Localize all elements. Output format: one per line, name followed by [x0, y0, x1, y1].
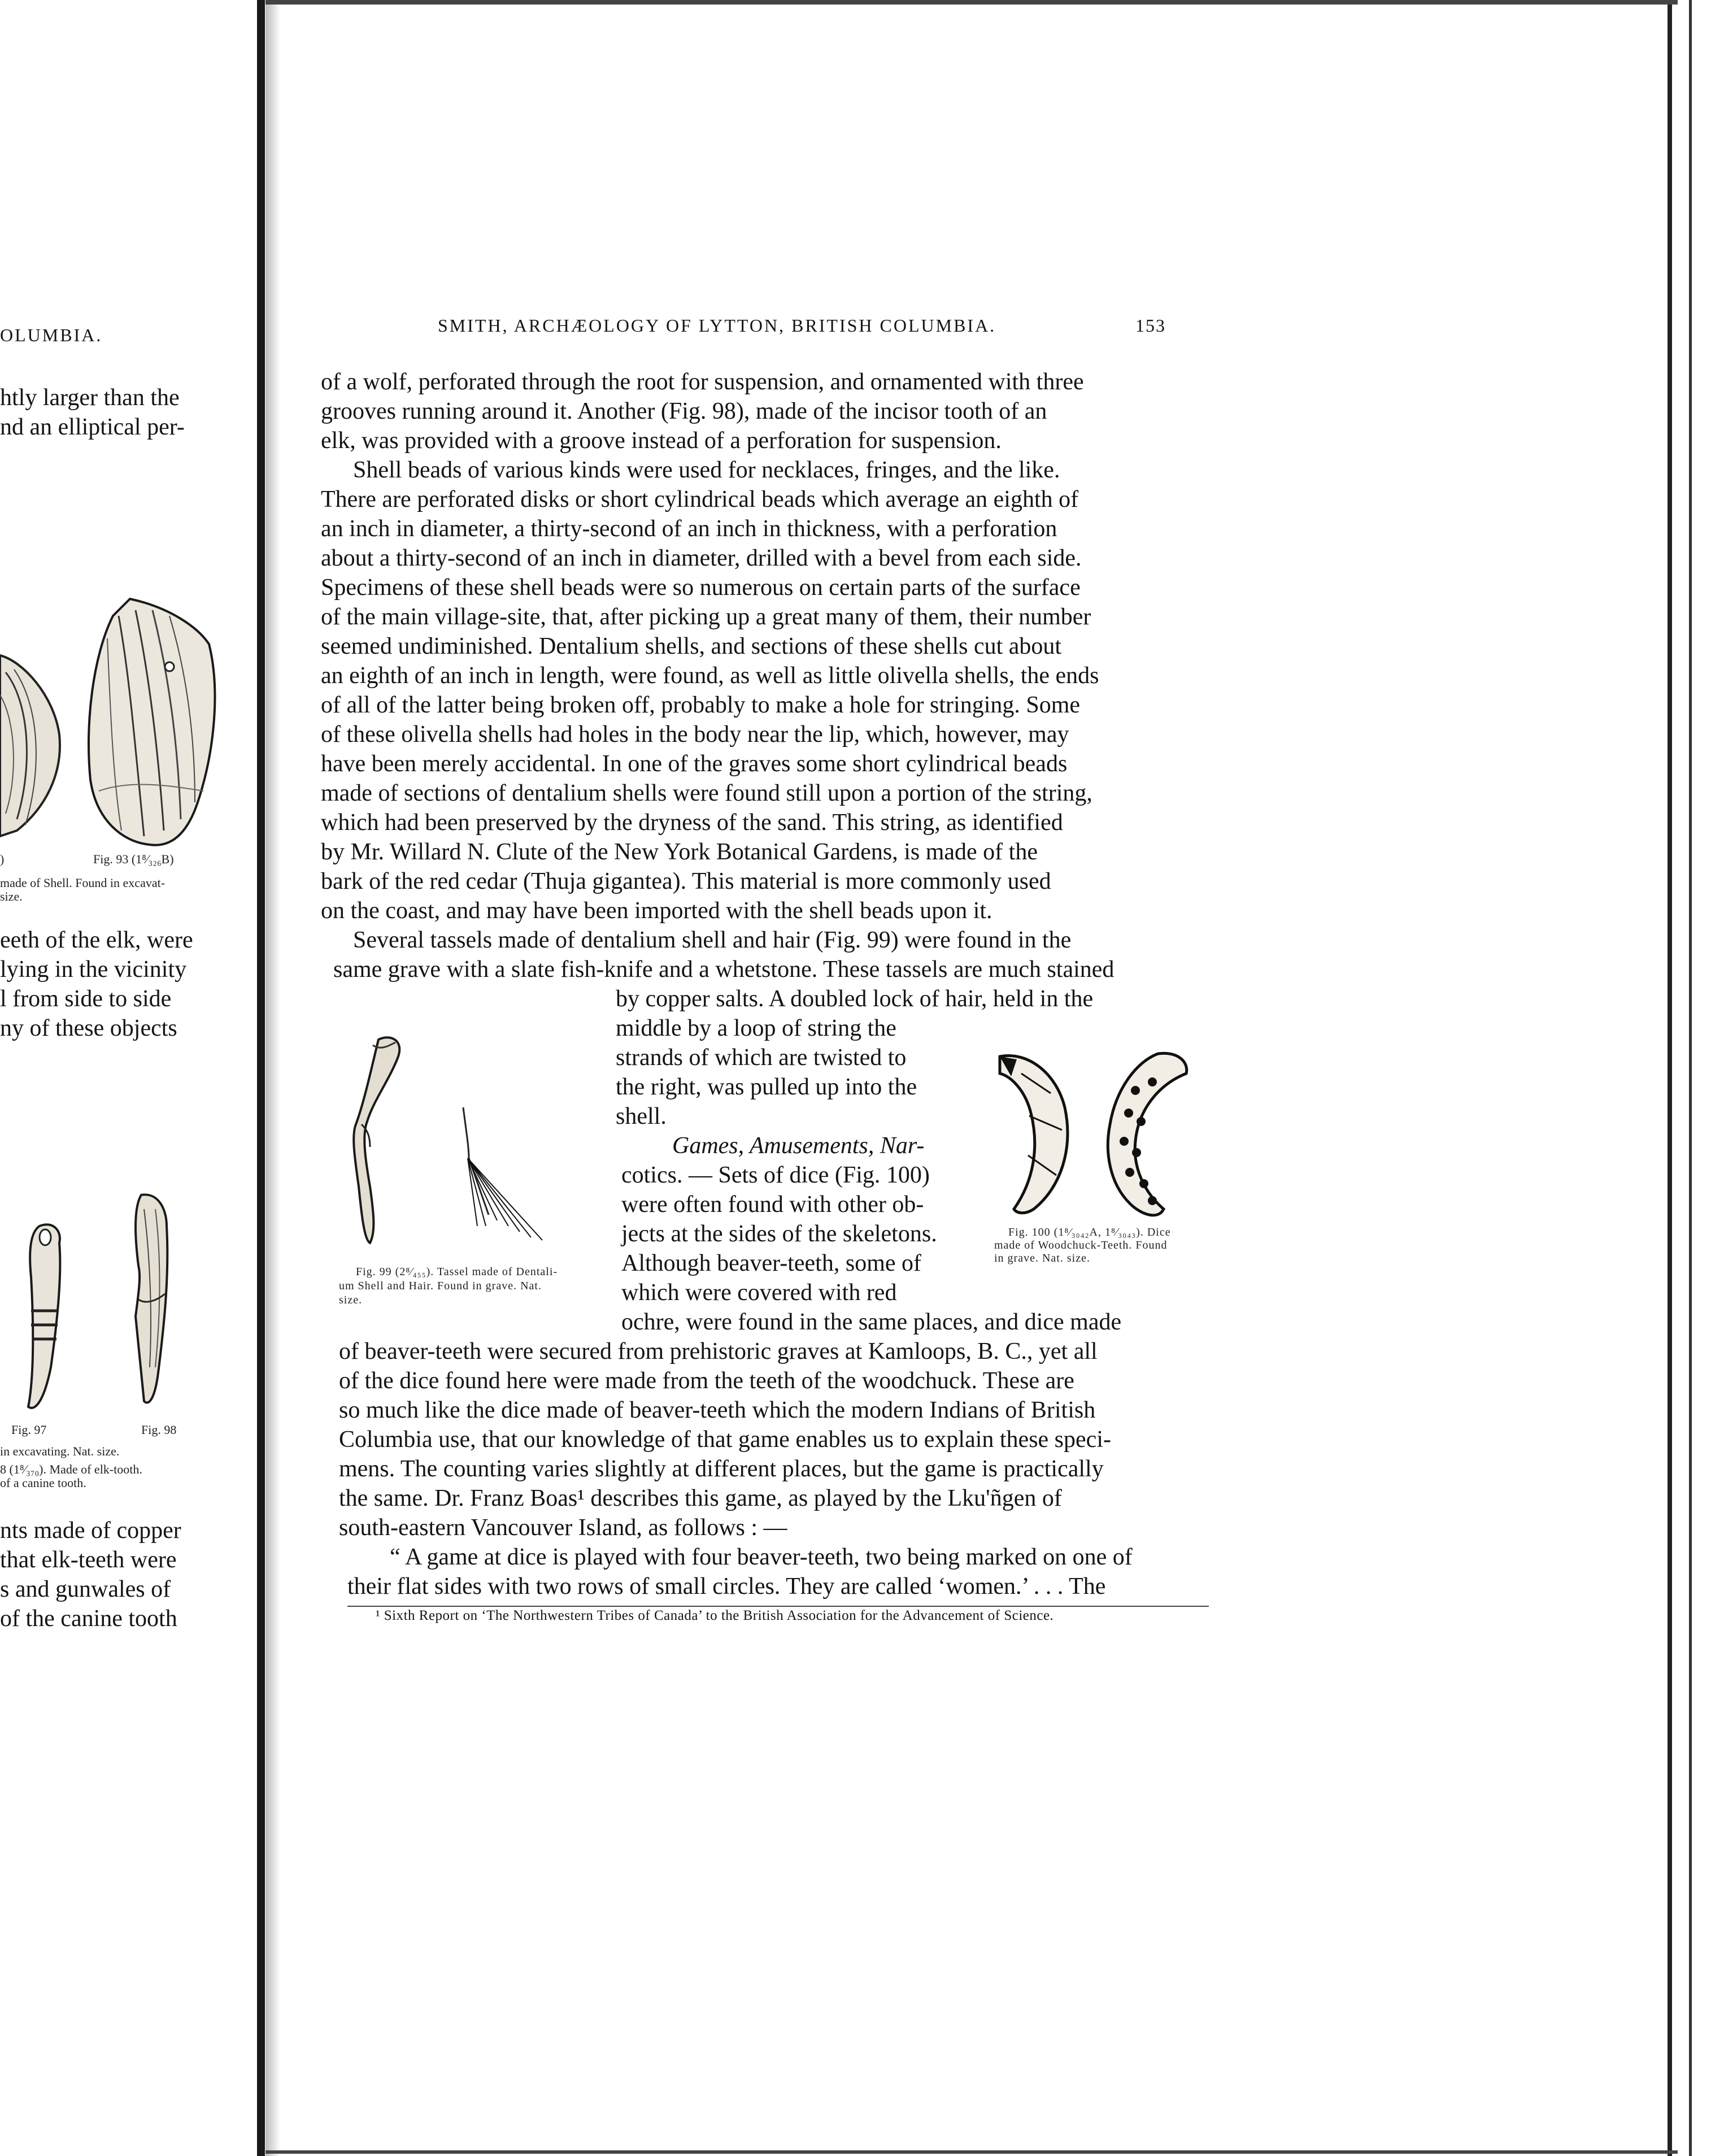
body-line: bark of the red cedar (Thuja gigantea). This material is more commonly used: [321, 868, 1051, 894]
fig-92-label: ): [0, 852, 5, 866]
fig-100-caption: made of Woodchuck-Teeth. Found: [994, 1239, 1168, 1251]
fig-97-caption: in excavating. Nat. size.: [0, 1444, 120, 1458]
body-line: Shell beads of various kinds were used for necklaces, fringes, and the like.: [353, 457, 1060, 483]
body-line: elk, was provided with a groove instead of a perforation for suspension.: [321, 428, 1002, 454]
left-text-line: that elk-teeth were: [0, 1547, 177, 1573]
body-line: which were covered with red: [621, 1280, 897, 1306]
bottom-border: [265, 2150, 1678, 2154]
body-line: strands of which are twisted to: [616, 1045, 907, 1071]
right-page-edge-inner: [1689, 0, 1692, 2156]
gutter-shadow: [265, 0, 280, 2156]
fig-99-caption: Fig. 99 (2⁸⁄₄₅₅). Tassel made of Dentali-: [356, 1266, 558, 1278]
body-line: same grave with a slate fish-knife and a whetstone. These tassels are much stained: [333, 957, 1114, 983]
left-text-line: lying in the vicinity: [0, 957, 187, 983]
body-line: middle by a loop of string the: [616, 1015, 896, 1041]
left-text-line: htly larger than the: [0, 385, 180, 411]
body-line: shell.: [616, 1103, 667, 1129]
left-text-line: nts made of copper: [0, 1518, 181, 1544]
body-line: have been merely accidental. In one of the graves some short cylindrical beads: [321, 751, 1068, 777]
fig-97-caption: 8 (1⁸⁄₃₇₀). Made of elk-tooth.: [0, 1462, 142, 1476]
body-line: by copper salts. A doubled lock of hair, held in the: [616, 986, 1094, 1012]
page-number: 153: [1135, 315, 1166, 336]
body-line: Columbia use, that our knowledge of that game enables us to explain these speci-: [339, 1427, 1111, 1453]
body-line: of the dice found here were made from the teeth of the woodchuck. These are: [339, 1368, 1074, 1394]
left-text-line: nd an elliptical per-: [0, 414, 185, 440]
body-line: by Mr. Willard N. Clute of the New York Botanical Gardens, is made of the: [321, 839, 1038, 865]
body-line: of beaver-teeth were secured from prehistoric graves at Kamloops, B. C., yet all: [339, 1338, 1098, 1364]
fig-93-caption: size.: [0, 889, 23, 903]
body-line: an inch in diameter, a thirty-second of an inch in thickness, with a perforation: [321, 516, 1057, 542]
left-text-line: l from side to side: [0, 986, 172, 1012]
body-line: “ A game at dice is played with four beaver-teeth, two being marked on one of: [390, 1544, 1133, 1570]
body-line: cotics. — Sets of dice (Fig. 100): [621, 1162, 930, 1188]
fig-100-caption: in grave. Nat. size.: [994, 1252, 1090, 1264]
body-line: on the coast, and may have been imported with the shell beads upon it.: [321, 898, 992, 924]
left-text-line: ny of these objects: [0, 1015, 177, 1041]
body-line: seemed undiminished. Dentalium shells, and sections of these shells cut about: [321, 633, 1062, 659]
body-line: an eighth of an inch in length, were found, as well as little olivella shells, the ends: [321, 663, 1099, 689]
body-line: so much like the dice made of beaver-teeth which the modern Indians of British: [339, 1397, 1096, 1423]
footnote: ¹ Sixth Report on ‘The Northwestern Tribes of Canada’ to the British Association for the Advancement of Science.: [376, 1608, 1054, 1623]
section-heading: Games, Amusements, Nar-: [672, 1133, 925, 1159]
fig-100-caption: Fig. 100 (1⁸⁄₃₀₄₂A, 1⁸⁄₃₀₄₃). Dice: [1008, 1226, 1171, 1238]
body-line: There are perforated disks or short cylindrical beads which average an eighth of: [321, 486, 1079, 512]
body-line: made of sections of dentalium shells were found still upon a portion of the string,: [321, 780, 1092, 806]
body-line: Specimens of these shell beads were so numerous on certain parts of the surface: [321, 575, 1081, 601]
fig-93-label: Fig. 93 (1⁸⁄₃₂₆B): [93, 852, 174, 866]
body-line: the same. Dr. Franz Boas¹ describes this game, as played by the Lku'ñgen of: [339, 1485, 1062, 1511]
body-line: their flat sides with two rows of small circles. They are called ‘women.’ . . . The: [347, 1573, 1106, 1599]
body-line: ochre, were found in the same places, and dice made: [621, 1309, 1122, 1335]
left-text-line: of the canine tooth: [0, 1606, 177, 1632]
fig-98-label: Fig. 98: [141, 1423, 177, 1437]
fig-99-caption: um Shell and Hair. Found in grave. Nat.: [339, 1280, 542, 1292]
body-line: which had been preserved by the dryness of the sand. This string, as identified: [321, 810, 1063, 836]
fig-97-caption: of a canine tooth.: [0, 1476, 86, 1490]
fig-99-caption: size.: [339, 1294, 363, 1306]
body-line: about a thirty-second of an inch in diameter, drilled with a bevel from each side.: [321, 545, 1082, 571]
body-line: of a wolf, perforated through the root for suspension, and ornamented with three: [321, 369, 1084, 395]
left-text-line: s and gunwales of: [0, 1576, 171, 1602]
fig-93-caption: made of Shell. Found in excavat-: [0, 876, 166, 890]
left-running-head: OLUMBIA.: [0, 325, 103, 345]
top-border: [265, 0, 1678, 5]
right-page-edge: [1668, 0, 1672, 2156]
running-head: SMITH, ARCHÆOLOGY OF LYTTON, BRITISH COLUMBIA.: [438, 315, 996, 336]
body-line: grooves running around it. Another (Fig. 98), made of the incisor tooth of an: [321, 398, 1047, 424]
fig-97-label: Fig. 97: [11, 1423, 47, 1437]
body-line: of all of the latter being broken off, probably to make a hole for stringing. Some: [321, 692, 1081, 718]
body-line: of these olivella shells had holes in the body near the lip, which, however, may: [321, 721, 1069, 747]
body-line: Several tassels made of dentalium shell and hair (Fig. 99) were found in the: [353, 927, 1072, 953]
left-text-line: eeth of the elk, were: [0, 927, 193, 953]
body-line: south-eastern Vancouver Island, as follows : —: [339, 1515, 787, 1541]
body-line: jects at the sides of the skeletons.: [621, 1221, 937, 1247]
body-line: mens. The counting varies slightly at different places, but the game is practically: [339, 1456, 1104, 1482]
body-line: were often found with other ob-: [621, 1192, 924, 1218]
footnote-rule: [347, 1606, 1209, 1607]
left-page-edge: [257, 0, 265, 2156]
body-line: of the main village-site, that, after picking up a great many of them, their number: [321, 604, 1091, 630]
body-line: the right, was pulled up into the: [616, 1074, 917, 1100]
body-line: Although beaver-teeth, some of: [621, 1250, 921, 1276]
